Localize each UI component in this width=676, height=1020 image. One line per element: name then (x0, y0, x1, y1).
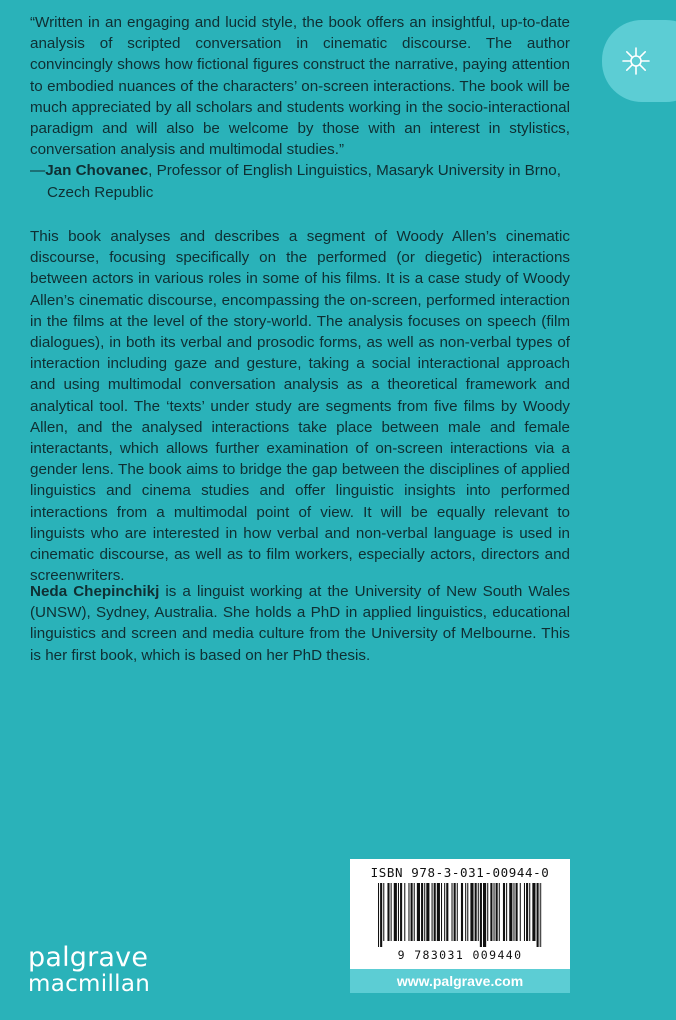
barcode-bar (437, 883, 440, 941)
barcode-bars (378, 883, 542, 947)
imprint-badge (602, 20, 676, 102)
barcode-bar (378, 883, 379, 947)
barcode-bar (496, 883, 498, 941)
barcode-bar (400, 883, 402, 941)
bio-paragraph (30, 581, 570, 666)
website-strip (350, 969, 570, 993)
barcode-bar (434, 883, 436, 941)
book-synopsis (30, 226, 570, 586)
barcode-bar (480, 883, 482, 947)
bio-text: is a linguist working at the University of New South Wales (UNSW), Sydney, Australia. She holds a PhD in applied linguistics, educational linguistics and screen and media culture from the University of Melbourne. This is her first book, which is based on her PhD thesis. (30, 583, 570, 664)
barcode-bar (444, 883, 445, 941)
barcode-bar (483, 883, 486, 947)
barcode-bar (516, 883, 518, 941)
barcode-bar (380, 883, 382, 947)
barcode-bar (524, 883, 525, 941)
attribution-role-continued: Czech Republic (47, 183, 154, 201)
website-link[interactable]: www.palgrave.com (396, 973, 524, 989)
barcode-bar (426, 883, 429, 941)
barcode-bar (506, 883, 507, 941)
barcode-bar (540, 883, 541, 947)
synopsis-text: This book analyses and describes a segment of Woody Allen’s cinematic discourse, focusing specifically on the performed (or diegetic) interactions between actors in various roles in some of his films. It is a case study of Woody Allen’s cinematic discourse, encompassing the on-screen, performed interaction in the films at the level of the story-world. The analysis focuses on speech (film dialogues), in both its verbal and prosodic forms, as well as non-verbal types of interaction including gaze and gesture, taking a social interactional approach and using multimodal conversation analysis as a theoretical framework and analytical tool. The ‘texts’ under study are segments from five films by Woody Allen, and the analysed interactions take place between male and female interactants, which allows further examination of on-screen interactions via a gender lens. The book aims to bridge the gap between the disciplines of applied linguistics and cinema studies and offer linguistic insights into performed interactions from a multimodal point of view. It will be equally relevant to linguists who are interested in how verbal and non-verbal language is used in cinematic discourse, as well as to film workers, especially actors, directors and screenwriters. (30, 228, 570, 585)
barcode-bar (417, 883, 420, 941)
publisher-logo (28, 944, 150, 996)
author-bio (30, 581, 570, 666)
barcode-bar (537, 883, 539, 947)
barcode-bar (509, 883, 512, 941)
attribution-role: , Professor of English Linguistics, Masaryk University in Brno, (148, 162, 561, 180)
sunburst-icon (620, 45, 652, 77)
endorsement-quote (30, 12, 570, 203)
barcode-bar (454, 883, 456, 941)
barcode-bar (391, 883, 392, 941)
barcode-bar (487, 883, 488, 941)
barcode-bar (465, 883, 466, 941)
barcode-bar (475, 883, 477, 941)
barcode-bar (398, 883, 399, 941)
barcode-bar (526, 883, 528, 941)
barcode-bar (408, 883, 409, 941)
barcode-bar (446, 883, 448, 941)
author-name: Neda Chepinchikj (30, 583, 160, 600)
barcode-bar (457, 883, 458, 941)
barcode-bar (441, 883, 442, 941)
barcode-bar (421, 883, 423, 941)
barcode-bar (499, 883, 500, 941)
barcode-bar (414, 883, 415, 941)
barcode-bar (478, 883, 479, 941)
publisher-logo-line2: macmillan (28, 971, 151, 997)
barcode-bar (490, 883, 492, 941)
quote-attribution (30, 160, 570, 202)
barcode-bar (432, 883, 433, 941)
publisher-logo-line1: palgrave (28, 942, 149, 973)
barcode-bar (520, 883, 521, 941)
barcode-bar (461, 883, 463, 941)
barcode-bar (404, 883, 405, 941)
isbn-label: ISBN 978-3-031-00944-0 (370, 865, 550, 880)
barcode-bar (411, 883, 413, 941)
barcode-bar (387, 883, 389, 941)
barcode-bar (452, 883, 453, 941)
barcode-digits: 9 783031 009440 (397, 948, 523, 962)
barcode-bar (513, 883, 514, 941)
attribution-name: Jan Chovanec (45, 162, 149, 180)
barcode-bar (532, 883, 535, 941)
quote-text: “Written in an engaging and lucid style, the book offers an insightful, up-to-date analysis of scripted conversation in cinematic discourse. The author convincingly shows how fictional figures construct the narrative, paying attention to embodied nuances of the characters’ on-screen interactions. The book will be much appreciated by all scholars and students working in the socio-interactional paradigm and will also be welcome by those with an interest in stylistics, conversation analysis and multimodal studies.” (30, 14, 570, 159)
attribution-dash: — (30, 162, 46, 180)
barcode-bar (383, 883, 384, 941)
barcode-bar (467, 883, 468, 941)
barcode-bar (529, 883, 530, 941)
barcode-bar (394, 883, 397, 941)
barcode-bar (494, 883, 495, 941)
barcode-bar (424, 883, 425, 941)
barcode-bar (503, 883, 505, 941)
barcode-bar (470, 883, 473, 941)
isbn-barcode (350, 859, 570, 969)
